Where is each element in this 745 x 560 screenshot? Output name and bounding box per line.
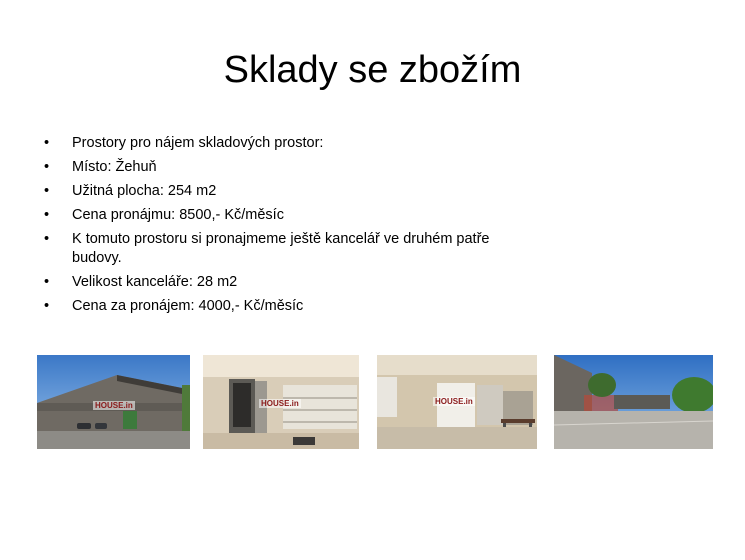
- watermark-logo: HOUSE.in: [435, 397, 473, 406]
- photo-strip: [0, 355, 745, 451]
- bullet-text: Velikost kanceláře: 28 m2: [72, 274, 238, 290]
- bullet-item: [44, 158, 504, 177]
- storage-room-photo: [203, 355, 359, 449]
- slide-title: Sklady se zbožím: [223, 49, 522, 91]
- bullet-item: [44, 134, 504, 153]
- watermark-logo: HOUSE.in: [95, 401, 133, 410]
- bullet-icon: •: [44, 135, 50, 151]
- warehouse-interior-photo: [377, 355, 537, 449]
- bullet-text: Místo: Žehuň: [72, 159, 157, 175]
- bullet-icon: •: [44, 231, 50, 247]
- bullet-list: [44, 134, 504, 321]
- bullet-item: [44, 297, 504, 316]
- bullet-item: [44, 182, 504, 201]
- courtyard-exterior-photo: [554, 355, 713, 449]
- bullet-icon: •: [44, 274, 50, 290]
- bullet-icon: •: [44, 207, 50, 223]
- bullet-icon: •: [44, 183, 50, 199]
- warehouse-exterior-photo: [37, 355, 190, 449]
- bullet-text: K tomuto prostoru si pronajmeme ještě kancelář ve druhém patře budovy.: [72, 231, 490, 266]
- bullet-icon: •: [44, 298, 50, 314]
- watermark-logo: HOUSE.in: [261, 399, 299, 408]
- bullet-item: [44, 230, 504, 268]
- bullet-text: Užitná plocha: 254 m2: [72, 183, 217, 199]
- bullet-text: Cena pronájmu: 8500,- Kč/měsíc: [72, 207, 284, 223]
- bullet-icon: •: [44, 159, 50, 175]
- bullet-text: Prostory pro nájem skladových prostor:: [72, 135, 324, 151]
- courtyard-exterior-image: [554, 355, 713, 449]
- bullet-text: Cena za pronájem: 4000,- Kč/měsíc: [72, 298, 304, 314]
- bullet-item: [44, 206, 504, 225]
- bullet-item: [44, 273, 504, 292]
